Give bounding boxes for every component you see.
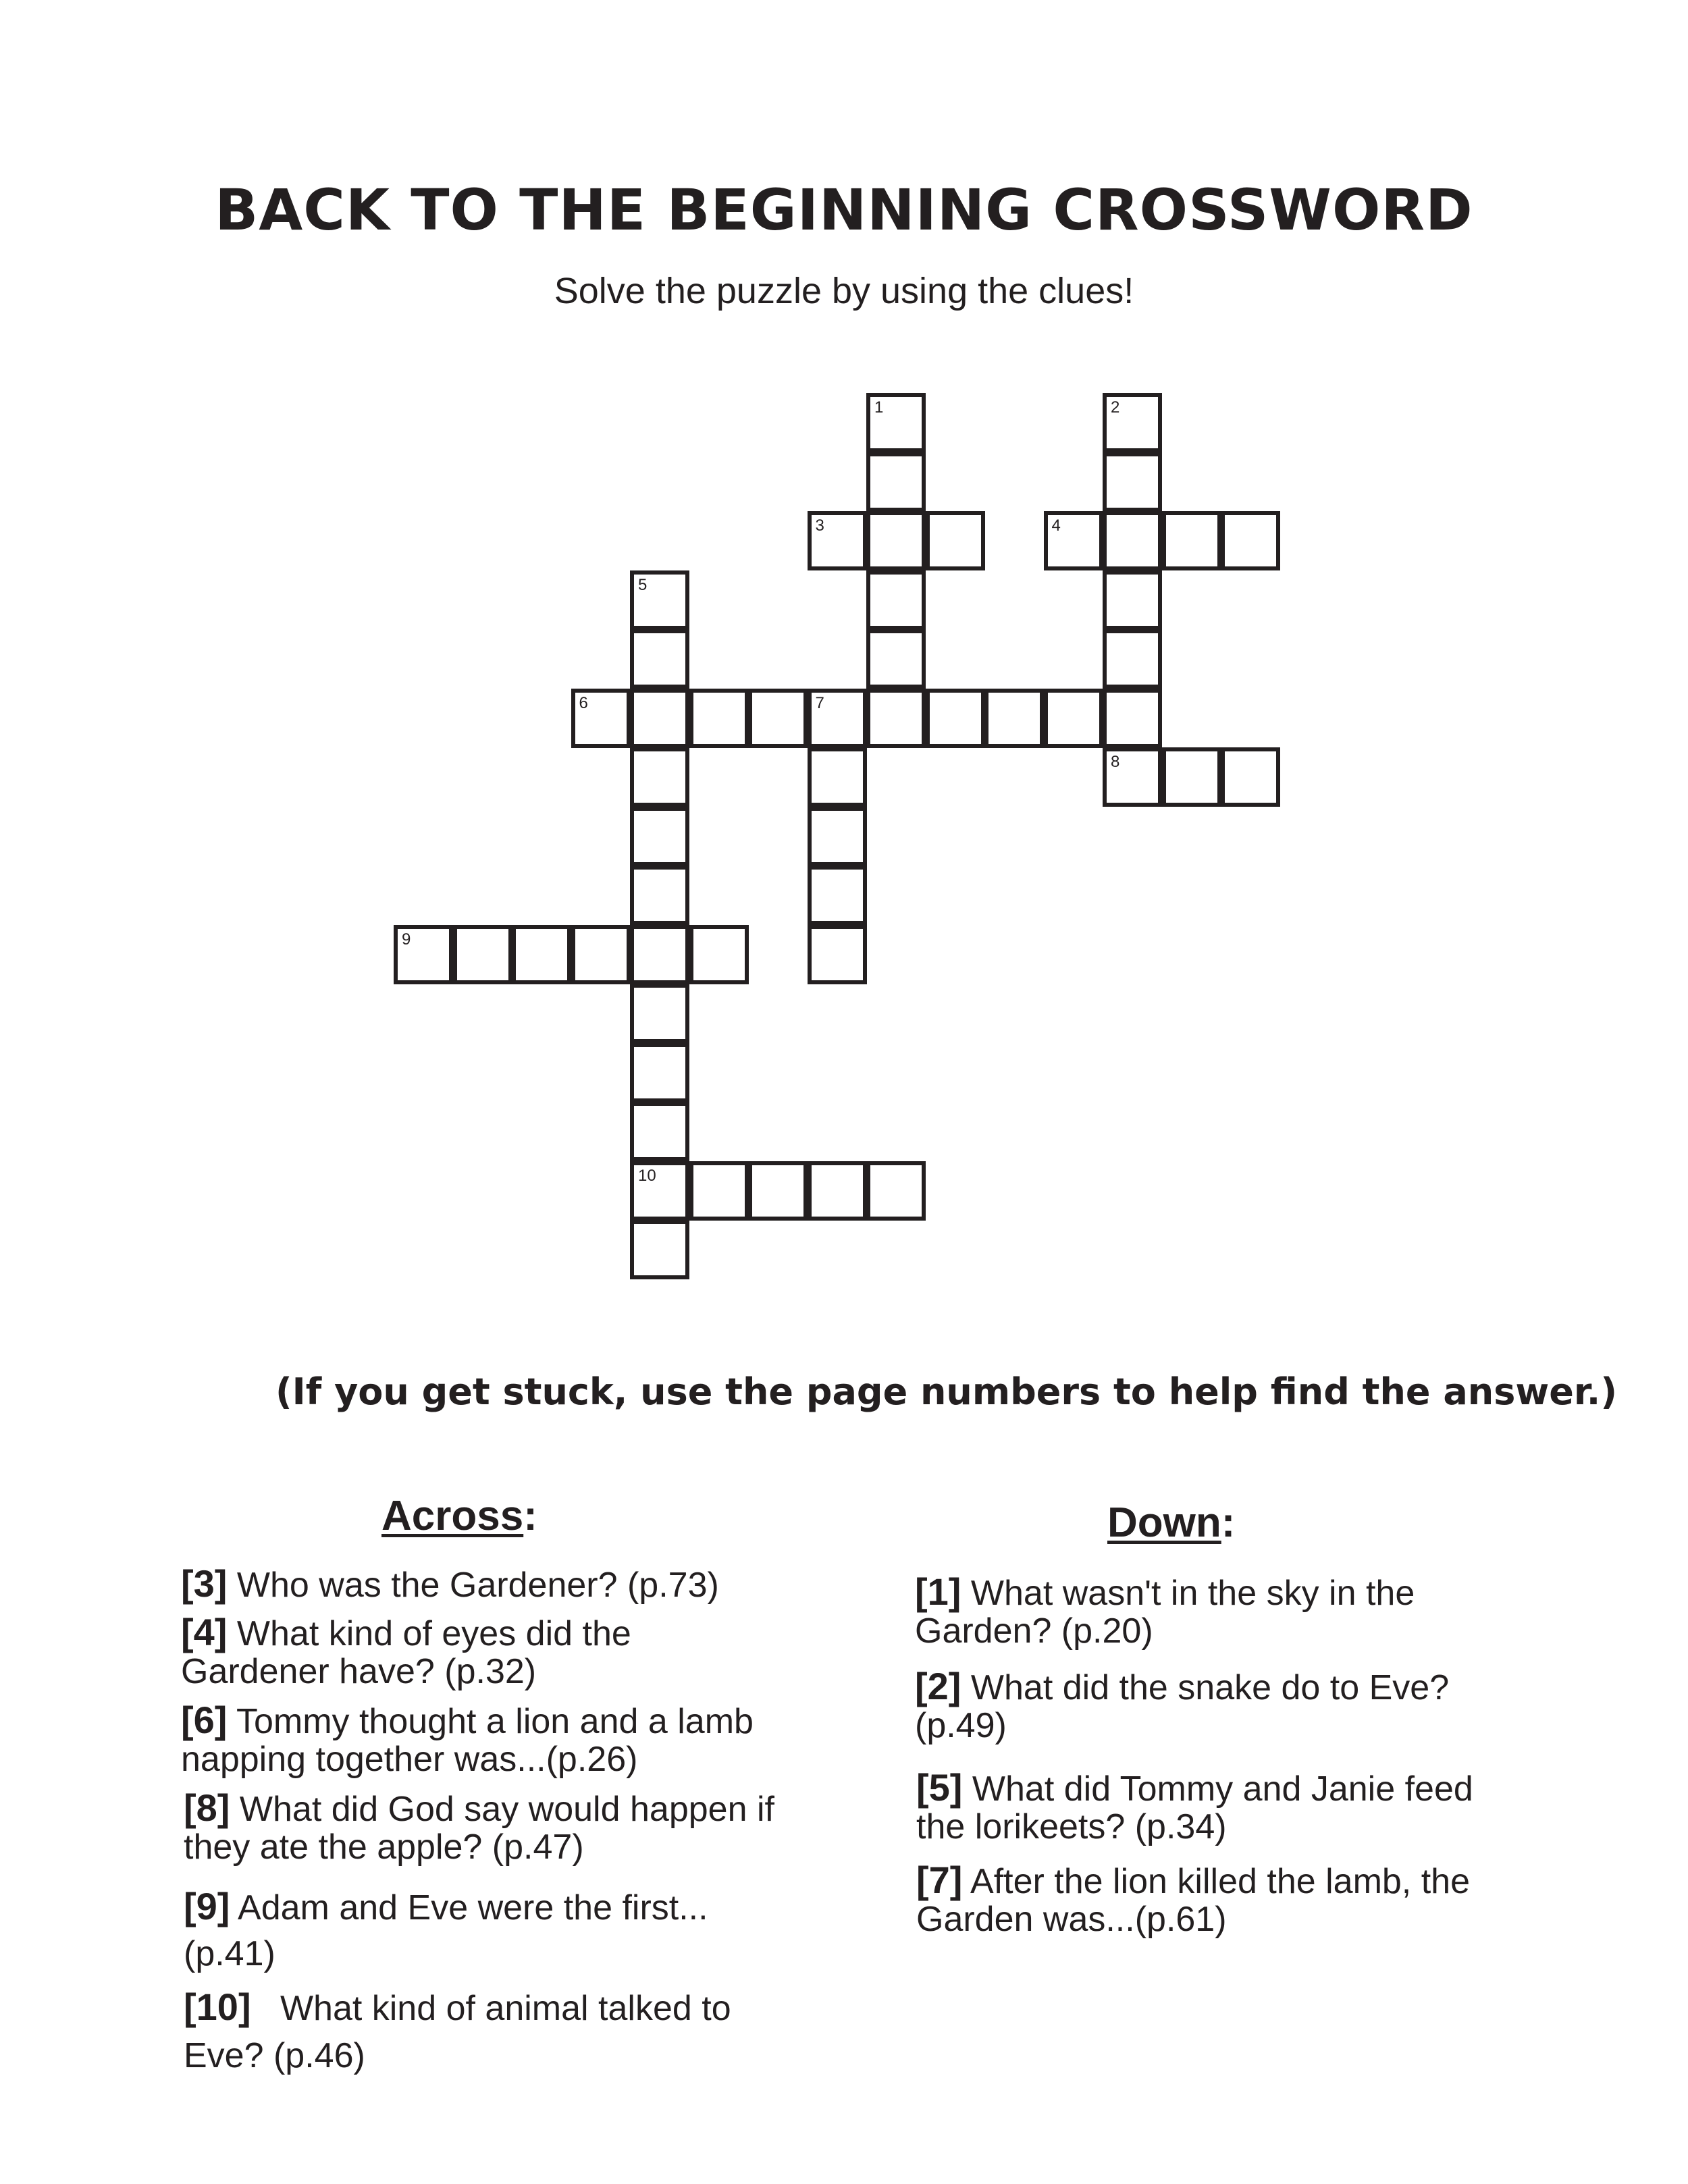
grid-cell[interactable] xyxy=(1221,511,1280,570)
down-clue-7 xyxy=(916,1861,1524,1938)
grid-cell[interactable] xyxy=(512,925,571,984)
down-clue-1 xyxy=(915,1570,1523,1651)
grid-cell[interactable] xyxy=(808,807,867,866)
grid-cell[interactable] xyxy=(630,570,689,630)
down-heading-label: Down xyxy=(1107,1499,1221,1546)
clue-number: [10] xyxy=(184,1986,251,2028)
clue-number: [9] xyxy=(184,1885,230,1927)
across-clue-4 xyxy=(181,1611,708,1691)
clue-number: [2] xyxy=(915,1665,961,1707)
grid-cell[interactable] xyxy=(394,925,453,984)
grid-cell[interactable] xyxy=(630,629,689,689)
clue-text: Who was the Gardener? (p.73) xyxy=(236,1566,719,1605)
clue-text: What did God say would happen if they ate the apple? (p.47) xyxy=(184,1790,774,1867)
cell-number: 4 xyxy=(1051,516,1061,535)
clue-text: What did the snake do to Eve? (p.49) xyxy=(915,1668,1450,1745)
cell-number: 5 xyxy=(638,575,648,594)
across-heading: Across: xyxy=(381,1493,537,1539)
grid-cell[interactable] xyxy=(984,689,1044,748)
grid-cell[interactable] xyxy=(630,747,689,807)
grid-cell[interactable] xyxy=(1103,452,1162,512)
clue-text: What kind of eyes did the Gardener have? (p.32) xyxy=(181,1614,631,1691)
across-heading-label: Across xyxy=(381,1493,524,1539)
clue-text: What did Tommy and Janie feed the lorikeets? (p.34) xyxy=(916,1769,1473,1846)
grid-cell[interactable] xyxy=(630,984,689,1043)
down-heading: Down: xyxy=(1107,1499,1236,1546)
grid-cell[interactable] xyxy=(866,629,926,689)
grid-cell[interactable] xyxy=(748,1161,808,1221)
grid-cell[interactable] xyxy=(866,393,926,452)
clue-number: [7] xyxy=(916,1859,963,1901)
grid-cell[interactable] xyxy=(1103,570,1162,630)
clue-text: Tommy thought a lion and a lamb napping together was...(p.26) xyxy=(181,1702,754,1779)
grid-cell[interactable] xyxy=(630,1161,689,1221)
grid-cell[interactable] xyxy=(571,689,631,748)
grid-cell[interactable] xyxy=(630,865,689,925)
cell-number: 9 xyxy=(402,930,411,949)
grid-cell[interactable] xyxy=(866,452,926,512)
grid-cell[interactable] xyxy=(926,689,985,748)
hint-text: (If you get stuck, use the page numbers to help find the answer.) xyxy=(275,1370,1618,1413)
grid-cell[interactable] xyxy=(630,689,689,748)
cell-number: 1 xyxy=(874,398,884,417)
clue-number: [5] xyxy=(916,1766,963,1809)
across-clue-10 xyxy=(184,1983,818,2079)
cell-number: 7 xyxy=(815,693,824,712)
grid-cell[interactable] xyxy=(926,511,985,570)
cell-number: 8 xyxy=(1111,753,1120,771)
grid-cell[interactable] xyxy=(866,689,926,748)
grid-cell[interactable] xyxy=(689,1161,749,1221)
grid-cell[interactable] xyxy=(1103,393,1162,452)
grid-cell[interactable] xyxy=(1162,511,1221,570)
cell-number: 6 xyxy=(579,693,588,712)
down-clue-5 xyxy=(916,1766,1524,1846)
clue-number: [8] xyxy=(184,1786,230,1829)
grid-cell[interactable] xyxy=(1162,747,1221,807)
grid-cell[interactable] xyxy=(808,747,867,807)
grid-cell[interactable] xyxy=(1103,747,1162,807)
grid-cell[interactable] xyxy=(689,925,749,984)
grid-cell[interactable] xyxy=(1103,689,1162,748)
grid-cell[interactable] xyxy=(1103,629,1162,689)
grid-cell[interactable] xyxy=(866,511,926,570)
clue-text: What kind of animal talked to Eve? (p.46) xyxy=(184,1989,731,2075)
grid-cell[interactable] xyxy=(1044,511,1103,570)
grid-cell[interactable] xyxy=(453,925,512,984)
clue-number: [4] xyxy=(181,1611,228,1653)
grid-cell[interactable] xyxy=(1044,689,1103,748)
grid-cell[interactable] xyxy=(1103,511,1162,570)
clue-text: After the lion killed the lamb, the Garden was...(p.61) xyxy=(916,1862,1470,1939)
grid-cell[interactable] xyxy=(866,1161,926,1221)
clue-number: [1] xyxy=(915,1570,961,1613)
grid-cell[interactable] xyxy=(630,807,689,866)
clue-text: Adam and Eve were the first... (p.41) xyxy=(184,1888,708,1973)
grid-cell[interactable] xyxy=(1221,747,1280,807)
grid-cell[interactable] xyxy=(630,925,689,984)
grid-cell[interactable] xyxy=(808,1161,867,1221)
across-clue-3 xyxy=(181,1562,789,1605)
page-subtitle: Solve the puzzle by using the clues! xyxy=(554,271,1134,311)
grid-cell[interactable] xyxy=(571,925,631,984)
across-clue-6 xyxy=(181,1701,789,1778)
grid-cell[interactable] xyxy=(808,689,867,748)
across-clue-9 xyxy=(184,1884,778,1977)
clue-number: [6] xyxy=(181,1699,228,1741)
clue-text: What wasn't in the sky in the Garden? (p.20) xyxy=(915,1574,1415,1651)
cell-number: 3 xyxy=(815,516,824,535)
grid-cell[interactable] xyxy=(689,689,749,748)
grid-cell[interactable] xyxy=(630,1043,689,1102)
down-clue-2 xyxy=(915,1665,1523,1745)
grid-cell[interactable] xyxy=(748,689,808,748)
grid-cell[interactable] xyxy=(866,570,926,630)
grid-cell[interactable] xyxy=(630,1220,689,1279)
page-title: BACK TO THE BEGINNING CROSSWORD xyxy=(215,177,1473,243)
clue-number: [3] xyxy=(181,1562,228,1605)
cell-number: 10 xyxy=(638,1166,656,1185)
grid-cell[interactable] xyxy=(808,865,867,925)
across-clue-8 xyxy=(184,1786,791,1867)
grid-cell[interactable] xyxy=(808,925,867,984)
grid-cell[interactable] xyxy=(630,1102,689,1161)
cell-number: 2 xyxy=(1111,398,1120,417)
grid-cell[interactable] xyxy=(808,511,867,570)
